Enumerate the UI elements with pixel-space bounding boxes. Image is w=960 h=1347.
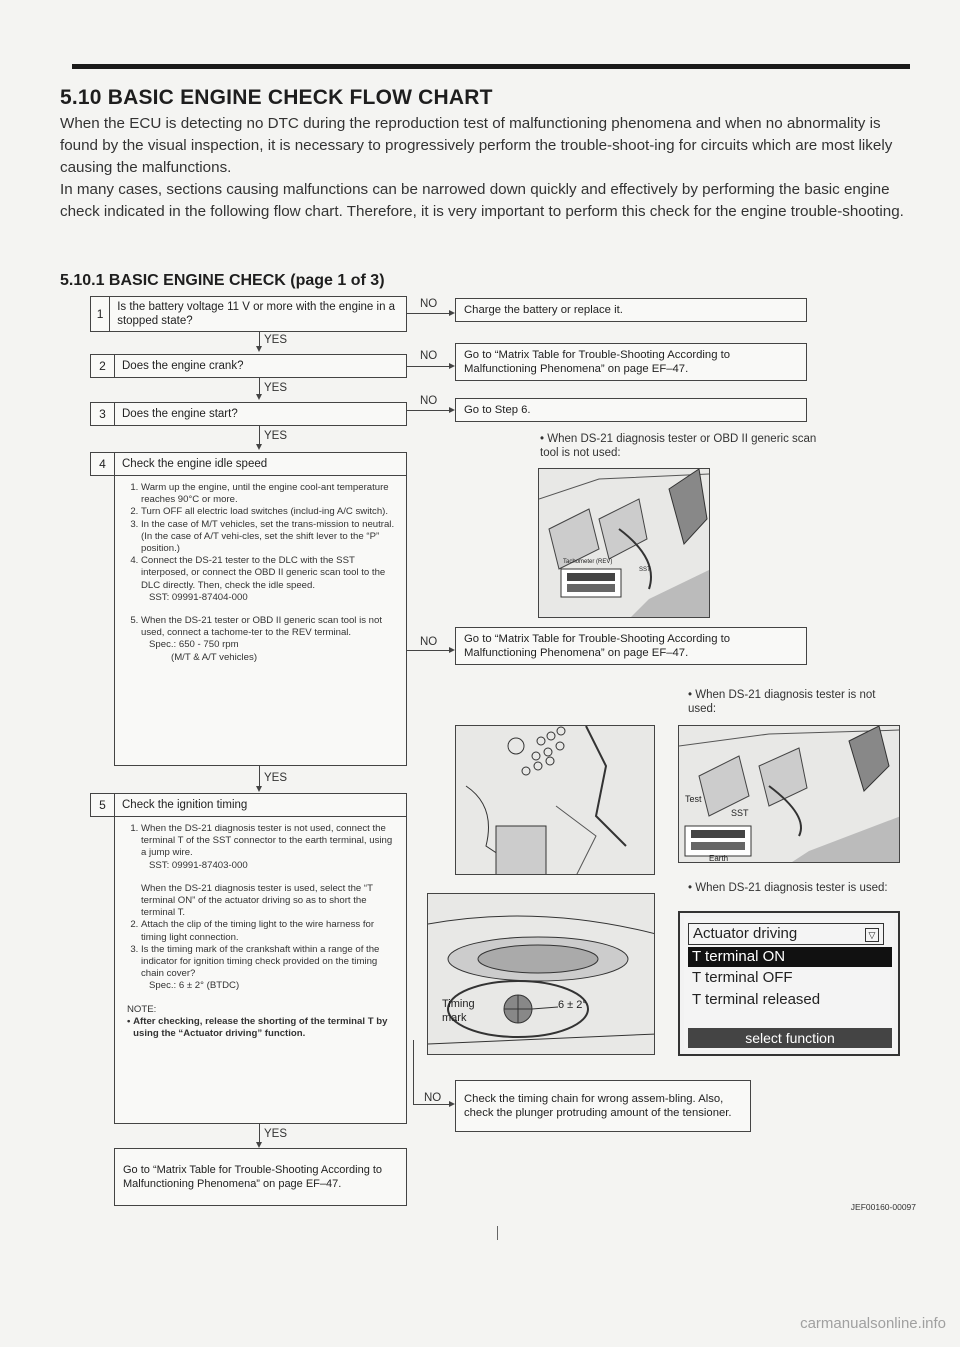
spec-note: (M/T & A/T vehicles) <box>171 651 258 663</box>
list-item: 5. When the DS-21 tester or OBD II generic scan tool is not used, connect a tachome-ter to the REV terminal. <box>141 615 396 639</box>
sst-label: SST <box>639 567 651 573</box>
step-1-no-result: Charge the battery or replace it. <box>455 298 807 322</box>
spec-value: Spec.: 650 - 750 rpm <box>149 639 239 651</box>
page-heading: 5.10 BASIC ENGINE CHECK FLOW CHART <box>60 86 493 109</box>
step-number: 5 <box>91 794 115 816</box>
earth-label: Earth <box>709 854 729 863</box>
list-item: 1. When the DS-21 diagnosis tester is not used, connect the terminal T of the SST connector to the earth terminal, using a jump wire. <box>141 823 396 860</box>
no-connector <box>407 366 453 367</box>
figure-2-caption: • When DS-21 diagnosis tester is not used: <box>688 689 876 715</box>
step-question: Check the ignition timing <box>122 799 248 811</box>
pedal-area-drawing-2 <box>679 726 900 863</box>
no-label: NO <box>420 636 438 648</box>
step-4-no-result: Go to “Matrix Table for Trouble-Shooting According to Malfunctioning Phenomena” on page EF–47. <box>455 627 807 665</box>
no-connector <box>407 650 453 651</box>
step-5-box <box>90 793 407 817</box>
dlc-connector-figure-2 <box>678 725 900 863</box>
yes-label: YES <box>264 430 288 442</box>
tester-screen-inner <box>684 917 894 1050</box>
step-question: Does the engine crank? <box>122 360 244 372</box>
yes-label: YES <box>264 1128 288 1140</box>
yes-label: YES <box>264 772 288 784</box>
engine-drawing <box>456 726 655 875</box>
timing-mark-figure <box>427 893 655 1055</box>
final-result-box: Go to “Matrix Table for Trouble-Shooting According to Malfunctioning Phenomena” on page EF–47. <box>114 1148 407 1206</box>
step-5-list-2 <box>127 919 396 980</box>
actuator-menu-label: Actuator driving <box>693 925 798 942</box>
yes-arrow <box>256 346 262 352</box>
figure-1-caption: • When DS-21 diagnosis tester or OBD II generic scan tool is not used: <box>540 433 817 459</box>
t-terminal-on-option[interactable]: T terminal ON <box>688 947 892 967</box>
step-2-no-result: Go to “Matrix Table for Trouble-Shooting According to Malfunctioning Phenomena” on page EF–47. <box>455 343 807 381</box>
intro-para-2: In many cases, sections causing malfunctions can be narrowed down quickly and effectively by performing the basic engine check indicated in the following flow chart. Therefore, it is very important to perform this check for the engine trouble-shooting. <box>60 181 904 220</box>
yes-arrow <box>256 444 262 450</box>
actuator-menu-title[interactable] <box>688 923 884 945</box>
step-4-detail <box>114 476 407 766</box>
yes-label: YES <box>264 334 288 346</box>
header-rule <box>72 64 910 69</box>
bullet: • <box>127 1015 131 1027</box>
list-item: 2. Attach the clip of the timing light to the wire harness for timing light connection. <box>141 919 396 943</box>
list-item: 4. Connect the DS-21 tester to the DLC with the SST interposed, or connect the OBD II generic scan tool to the DLC directly. Then, check the idle speed. <box>141 555 396 592</box>
spec-value: Spec.: 6 ± 2° (BTDC) <box>149 980 240 992</box>
tachometer-label: Tachometer (REV) <box>563 559 613 565</box>
step-4-box <box>90 452 407 476</box>
dropdown-icon[interactable]: ▽ <box>865 928 879 942</box>
note-title: NOTE: <box>127 1003 157 1015</box>
sst-code: SST: 09991-87404-000 <box>149 591 248 603</box>
intro-para-1: When the ECU is detecting no DTC during the reproduction test of malfunctioning phenomena and when no abnormality is found by the visual inspection, it is necessary to progressively perform the trouble-shoot-ing for circuits which are most likely causing the malfunctions. <box>60 115 893 176</box>
dlc-connector-figure-1 <box>538 468 710 618</box>
t-terminal-off-option[interactable]: T terminal OFF <box>692 969 793 986</box>
intro-text <box>60 113 920 223</box>
step-number: 2 <box>91 355 115 377</box>
yes-arrow <box>256 394 262 400</box>
note-text: After checking, release the shorting of the terminal T by using the “Actuator driving” function. <box>133 1015 388 1040</box>
timing-spec-label: 6 ± 2° <box>558 999 587 1011</box>
test-label: Test <box>685 794 702 804</box>
step-4-list <box>127 482 396 592</box>
no-connector <box>413 1104 453 1105</box>
no-label: NO <box>420 298 438 310</box>
list-item: 1. Warm up the engine, until the engine cool-ant temperature reaches 90°C or more. <box>141 482 396 506</box>
list-item: 2. Turn OFF all electric load switches (includ-ing A/C switch). <box>141 506 396 518</box>
no-label: NO <box>420 350 438 362</box>
select-function-bar[interactable]: select function <box>688 1028 892 1048</box>
step-4-list-2 <box>127 615 396 639</box>
timing-label: Timing <box>442 998 475 1010</box>
step-5-no-result: Check the timing chain for wrong assem-bling. Also, check the plunger protruding amount of the tensioner. <box>455 1080 751 1132</box>
yes-label: YES <box>264 382 288 394</box>
list-item: 3. Is the timing mark of the crankshaft within a range of the indicator for ignition timing check provided on the timing chain cover? <box>141 944 396 981</box>
sst-code: SST: 09991-87403-000 <box>149 859 248 871</box>
note-item <box>127 1016 396 1040</box>
spacer <box>127 604 396 615</box>
no-connector <box>407 410 453 411</box>
sst-label: SST <box>731 808 749 818</box>
step-number: 1 <box>91 297 110 331</box>
yes-arrow <box>256 786 262 792</box>
figure-3-caption: • When DS-21 diagnosis tester is used: <box>688 882 888 894</box>
section-heading: 5.10.1 BASIC ENGINE CHECK (page 1 of 3) <box>60 272 385 289</box>
step-5-list <box>127 823 396 860</box>
spacer <box>127 872 396 883</box>
tester-screen <box>678 911 900 1056</box>
list-item: 3. In the case of M/T vehicles, set the trans-mission to neutral. (In the case of A/T vehi-cles, set the shift lever to the “P” position.) <box>141 519 396 556</box>
step-1-box <box>90 296 407 332</box>
step-3-no-result: Go to Step 6. <box>455 398 807 422</box>
timing-drawing <box>428 894 655 1055</box>
step-3-box <box>90 402 407 426</box>
no-label: NO <box>424 1092 442 1104</box>
no-label: NO <box>420 395 438 407</box>
page-mark <box>497 1226 498 1240</box>
step-2-box <box>90 354 407 378</box>
pedal-area-drawing <box>539 469 710 618</box>
step-number: 4 <box>91 453 115 475</box>
step-5-detail <box>114 817 407 1124</box>
step-number: 3 <box>91 403 115 425</box>
t-terminal-released-option[interactable]: T terminal released <box>692 991 821 1008</box>
spacer <box>127 993 396 1004</box>
engine-timing-figure <box>455 725 655 875</box>
tester-para: When the DS-21 diagnosis tester is used, select the “T terminal ON” of the actuator driving so as to short the terminal T. <box>141 882 373 919</box>
step-question: Is the battery voltage 11 V or more with the engine in a stopped state? <box>117 301 396 327</box>
bracket-line <box>413 1040 414 1104</box>
watermark-text: carmanualsonline.info <box>800 1315 946 1332</box>
figure-id: JEF00160-00097 <box>850 1202 916 1212</box>
mark-label: mark <box>442 1012 467 1024</box>
no-connector <box>407 313 453 314</box>
step-question: Check the engine idle speed <box>122 458 268 470</box>
step-question: Does the engine start? <box>122 408 238 420</box>
